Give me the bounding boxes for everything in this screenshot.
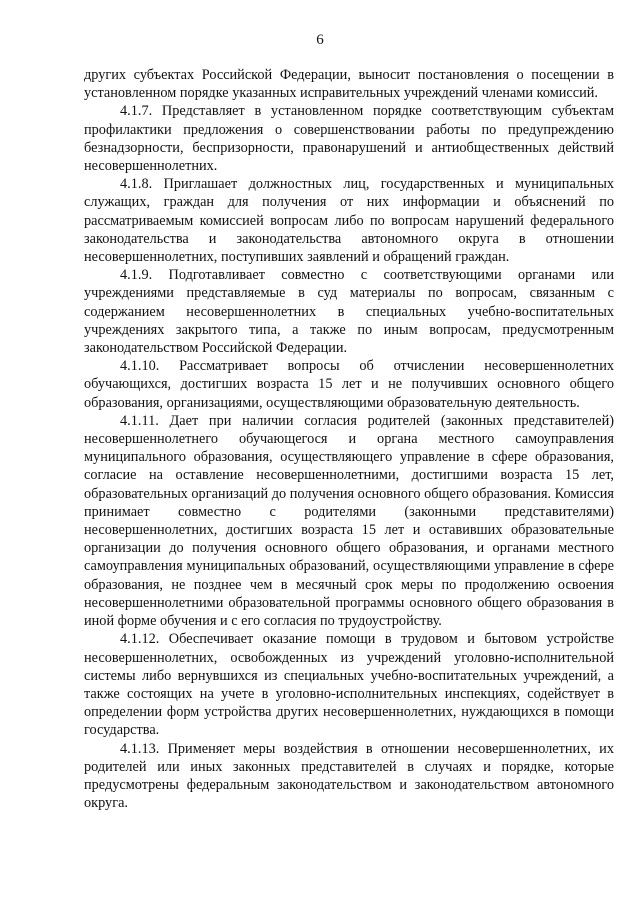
paragraph-continuation: других субъектах Российской Федерации, выносит постановления о посещении в установленном порядке указанных исправительных учреждений членами комиссий. <box>84 67 614 102</box>
document-body <box>84 66 614 812</box>
page-number: 6 <box>316 32 324 48</box>
paragraph-4-1-9: 4.1.9. Подготавливает совместно с соответствующими органами или учреждениями представляемые в суд материалы по вопросам, связанным с содержанием несовершеннолетних в специальных учебно-воспитательных учреждениях закрытого типа, а также по иным вопросам, предусмотренным законодательством Российской Федерации. <box>84 267 614 357</box>
paragraph-4-1-11: 4.1.11. Дает при наличии согласия родителей (законных представителей) несовершеннолетнего обучающегося и органа местного самоуправления муниципального образования, осуществляющего управление в сфере образования, согласие на оставление несовершеннолетними, достигшими возраста 15 лет, образовательных организаций до получения основного общего образования. Комиссия принимает совместно с родителями (законными представителями) несовершеннолетних, достигших возраста 15 лет и оставивших образовательные организации до получения основного общего образования, и органами местного самоуправления муниципальных образований, осуществляющими управление в сфере образования, не позднее чем в месячный срок меры по продолжению освоения несовершеннолетними образовательной программы основного общего образования в иной форме обучения и с его согласия по трудоустройству. <box>84 412 614 630</box>
paragraph-4-1-8: 4.1.8. Приглашает должностных лиц, государственных и муниципальных служащих, граждан для получения от них информации и объяснений по рассматриваемым комиссией вопросам либо по вопросам нарушений федерального законодательства и законодательства автономного округа в отношении несовершеннолетних, поступивших заявлений и обращений граждан. <box>84 176 614 266</box>
paragraph-4-1-13: 4.1.13. Применяет меры воздействия в отношении несовершеннолетних, их родителей или иных законных представителей в случаях и порядке, которые предусмотрены федеральным законодательством и законодательством автономного округа. <box>84 740 614 812</box>
paragraph-4-1-10: 4.1.10. Рассматривает вопросы об отчислении несовершеннолетних обучающихся, достигших возраста 15 лет и не получивших основного общего образования, организациями, осуществляющими образовательную деятельность. <box>84 358 614 411</box>
paragraph-4-1-7: 4.1.7. Представляет в установленном порядке соответствующим субъектам профилактики предложения о совершенствовании работы по предупреждению безнадзорности, беспризорности, правонарушений и антиобщественных действий несовершеннолетних. <box>84 103 614 175</box>
paragraph-4-1-12: 4.1.12. Обеспечивает оказание помощи в трудовом и бытовом устройстве несовершеннолетних, освобожденных из учреждений уголовно-исполнительной системы либо вернувшихся из специальных учебно-воспитательных учреждений, а также состоящих на учете в уголовно-исполнительных инспекциях, содействует в определении форм устройства других несовершеннолетних, нуждающихся в помощи государства. <box>84 631 614 739</box>
